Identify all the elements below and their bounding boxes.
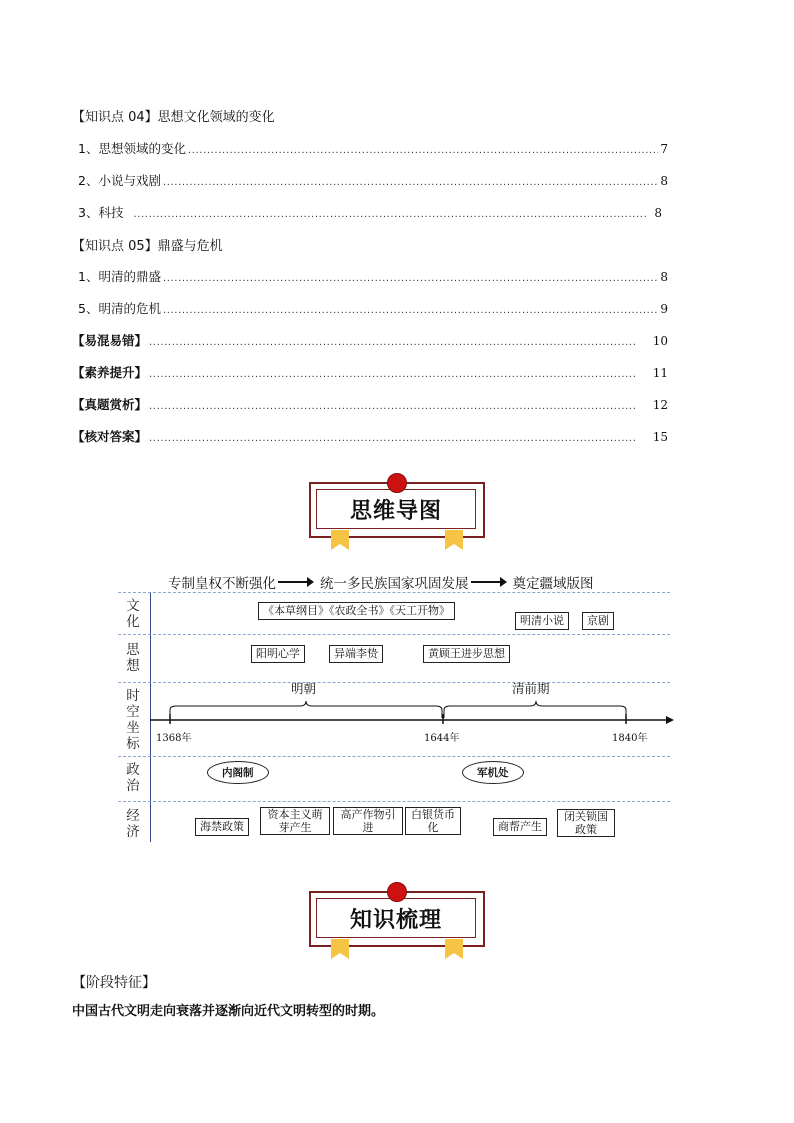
economy-item-haijin: 海禁政策 — [195, 818, 249, 836]
toc-entry[interactable] — [78, 139, 668, 157]
header-part2: 统一多民族国家巩固发展 — [320, 576, 469, 592]
row-divider — [118, 682, 670, 683]
toc-section[interactable] — [72, 363, 668, 381]
toc-entry-page: 8 — [654, 206, 662, 220]
toc-section-page: 12 — [652, 398, 668, 412]
period-qing: 清前期 — [512, 681, 550, 696]
toc-leader-dots — [133, 209, 648, 220]
toc-entry-page: 9 — [660, 302, 668, 316]
arrow-right-icon — [471, 581, 505, 583]
toc-entry-label: 3、科技 — [78, 205, 124, 220]
toc-section-page: 11 — [652, 366, 668, 380]
arrow-right-icon — [278, 581, 312, 583]
toc-leader-dots — [188, 145, 658, 156]
ribbon-right-icon — [445, 939, 463, 959]
ribbon-left-icon — [331, 939, 349, 959]
thought-item-yangming: 阳明心学 — [251, 645, 305, 663]
header-part1: 专制皇权不断强化 — [168, 576, 276, 592]
economy-item-crops: 高产作物引进 — [333, 807, 403, 835]
timeline-axis — [150, 694, 680, 728]
toc-entry[interactable] — [78, 267, 668, 285]
period-ming: 明朝 — [291, 681, 317, 696]
politics-item-junjichu: 军机处 — [462, 761, 524, 784]
toc-section-page: 15 — [652, 430, 668, 444]
year-1644: 1644年 — [424, 733, 460, 744]
mindmap-banner — [309, 482, 485, 538]
toc-entry-label: 1、明清的鼎盛 — [78, 269, 161, 284]
toc-leader-dots — [149, 337, 637, 348]
row-label-text: 经济 — [126, 808, 140, 840]
toc-section-page: 10 — [652, 334, 668, 348]
toc-section-label: 【核对答案】 — [72, 429, 148, 444]
red-dot-icon — [387, 882, 407, 902]
toc-section-label: 【真题赏析】 — [72, 397, 148, 412]
culture-item-opera: 京剧 — [582, 612, 614, 630]
row-label-text: 时空坐标 — [126, 688, 140, 752]
economy-item-silver: 白银货币化 — [405, 807, 461, 835]
toc-entry[interactable] — [78, 299, 668, 317]
row-divider — [118, 756, 670, 757]
mindmap-header — [168, 572, 594, 592]
banner-title: 思维导图 — [349, 498, 442, 524]
toc-entry[interactable] — [78, 203, 662, 221]
row-divider — [118, 592, 670, 593]
toc-entry-label: 1、思想领域的变化 — [78, 141, 186, 156]
ribbon-left-icon — [331, 530, 349, 550]
toc-section[interactable] — [72, 331, 668, 349]
toc-section[interactable] — [72, 395, 668, 413]
row-divider — [118, 801, 670, 802]
toc-section-label: 【易混易错】 — [72, 333, 148, 348]
row-label-thought — [120, 642, 146, 674]
row-label-culture — [120, 598, 146, 630]
ribbon-right-icon — [445, 530, 463, 550]
knowledge-banner — [309, 891, 485, 947]
toc-section-label: 【素养提升】 — [72, 365, 148, 380]
economy-item-closed-door: 闭关锁国政策 — [557, 809, 615, 837]
culture-item-novels: 明清小说 — [515, 612, 569, 630]
header-part3: 奠定疆域版图 — [512, 576, 594, 592]
banner-inner-frame — [316, 489, 476, 529]
toc-heading-kp05: 【知识点 05】鼎盛与危机 — [72, 239, 223, 254]
thought-item-huanggu: 黄顾王进步思想 — [423, 645, 510, 663]
toc-entry-page: 7 — [660, 142, 668, 156]
toc-leader-dots — [149, 433, 637, 444]
toc-heading-kp04: 【知识点 04】思想文化领域的变化 — [72, 110, 275, 125]
economy-item-capitalism: 资本主义萌芽产生 — [260, 807, 330, 835]
year-1368: 1368年 — [156, 733, 192, 744]
row-label-text: 政治 — [126, 762, 140, 794]
toc-entry-page: 8 — [660, 174, 668, 188]
timeline-arrow-icon — [666, 716, 674, 724]
culture-item-books: 《本草纲目》《农政全书》《天工开物》 — [258, 602, 455, 620]
year-1840: 1840年 — [612, 733, 648, 744]
stage-text: 中国古代文明走向衰落并逐渐向近代文明转型的时期。 — [72, 1004, 385, 1019]
row-label-text: 文化 — [126, 598, 140, 630]
toc-leader-dots — [149, 369, 637, 380]
stage-heading: 【阶段特征】 — [72, 975, 156, 991]
brace-ming — [170, 701, 442, 718]
banner-inner-frame — [316, 898, 476, 938]
row-label-economy — [120, 808, 146, 840]
toc-section[interactable] — [72, 427, 668, 445]
toc-entry-label: 2、小说与戏剧 — [78, 173, 161, 188]
row-label-politics — [120, 762, 146, 794]
row-label-text: 思想 — [126, 642, 140, 674]
banner-title: 知识梳理 — [349, 907, 442, 933]
toc-leader-dots — [163, 177, 658, 188]
toc-leader-dots — [149, 401, 637, 412]
red-dot-icon — [387, 473, 407, 493]
brace-qing — [444, 701, 626, 718]
thought-item-lizhi: 异端李贽 — [329, 645, 383, 663]
toc-entry[interactable] — [78, 171, 668, 189]
toc-leader-dots — [163, 305, 658, 316]
toc-entry-page: 8 — [660, 270, 668, 284]
economy-item-merchants: 商帮产生 — [493, 818, 547, 836]
row-divider — [118, 634, 670, 635]
toc-entry-label: 5、明清的危机 — [78, 301, 161, 316]
toc-leader-dots — [163, 273, 658, 284]
row-label-timeline — [120, 688, 146, 752]
politics-item-cabinet: 内阁制 — [207, 761, 269, 784]
